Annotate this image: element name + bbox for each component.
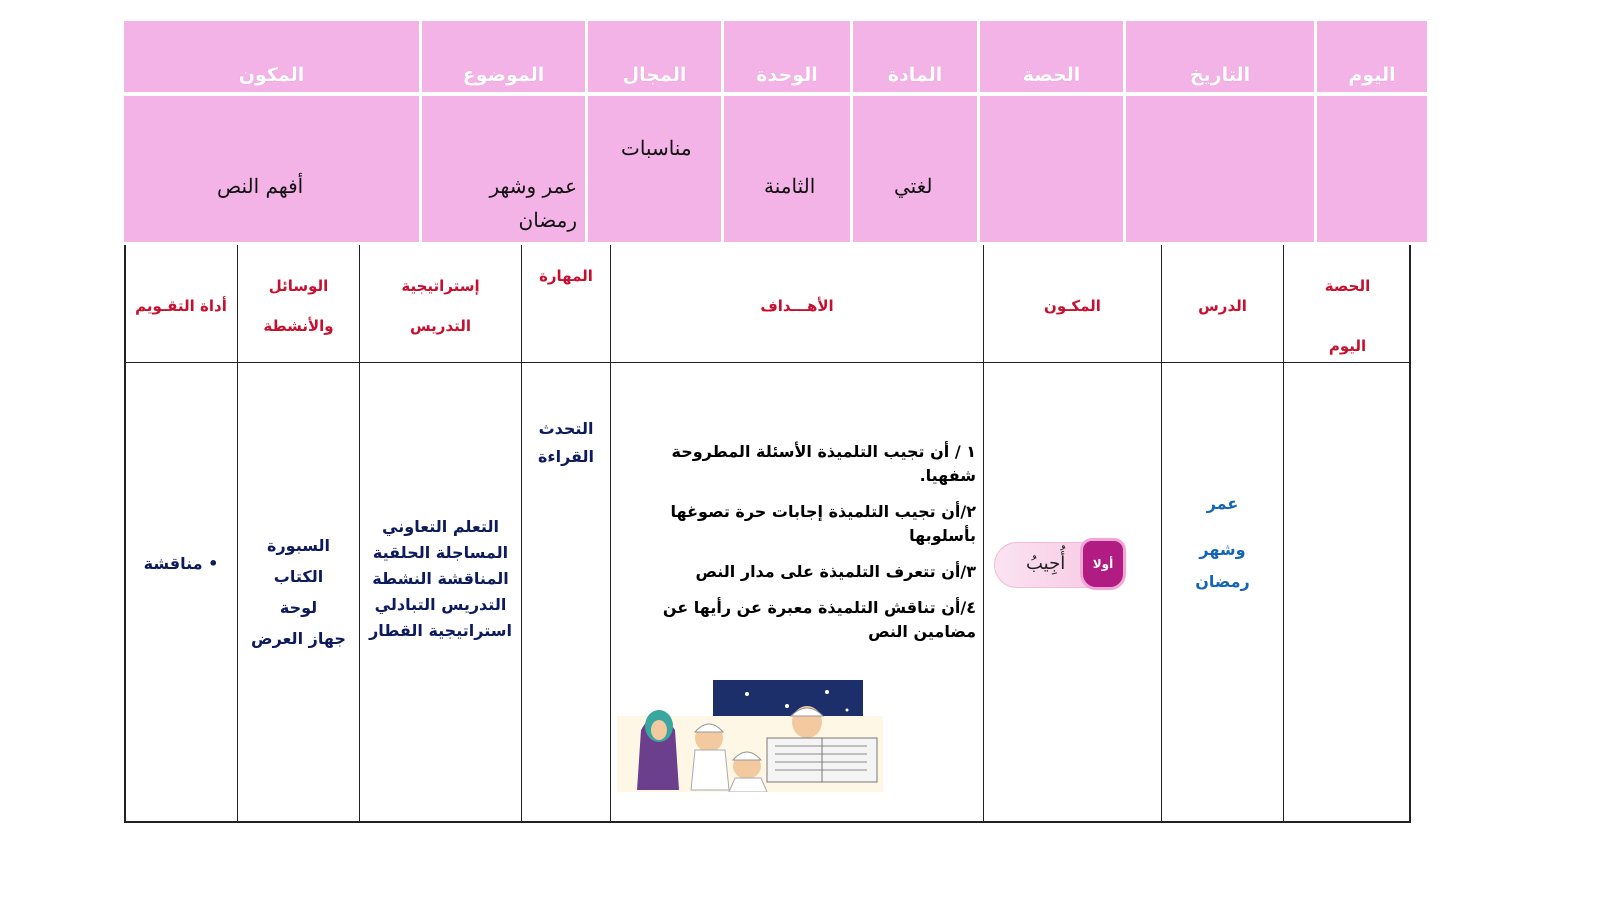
- value-domain: [588, 96, 721, 242]
- header-date: [1126, 21, 1314, 92]
- goals-list: [650, 440, 976, 644]
- value-subject: [853, 96, 977, 242]
- plan-header-component: المكـون: [1044, 297, 1101, 315]
- badge-tag-icon: [1080, 538, 1126, 590]
- value-subject-text: لغتي: [894, 174, 933, 198]
- header-unit: [724, 21, 850, 92]
- badge-label: أُجِيبُ: [1026, 553, 1066, 574]
- skills-list: [522, 415, 610, 471]
- plan-header-divider: [124, 362, 1411, 363]
- header-component-label: المكون: [238, 64, 305, 86]
- value-unit-text: الثامنة: [764, 174, 816, 198]
- header-day: [1317, 21, 1427, 92]
- header-period: [980, 21, 1123, 92]
- tools-list: [238, 530, 359, 654]
- value-period: [980, 96, 1123, 242]
- badge-tag: أولا: [1092, 557, 1114, 571]
- value-component: [124, 96, 419, 242]
- goal-item: ١ / أن تجيب التلميذة الأسئلة المطروحة شفهيا.: [671, 442, 976, 485]
- skill-item: القراءة: [537, 447, 595, 466]
- header-component: [124, 21, 419, 92]
- goal-item: ٣/أن تتعرف التلميذة على مدار النص: [695, 562, 976, 581]
- strategy-item: استراتيجية القطار: [369, 621, 512, 640]
- tool-item: جهاز العرض: [251, 629, 346, 648]
- component-badge: [994, 536, 1136, 594]
- strategy-item: التعلم التعاوني: [382, 517, 499, 536]
- plan-header-tools-line2: والأنشطة: [263, 317, 334, 335]
- header-date-label: التاريخ: [1189, 64, 1251, 86]
- strategy-item: التدريس التبادلي: [374, 595, 507, 614]
- strategy-item: المساجلة الحلقية: [372, 543, 509, 562]
- strategy-item: المناقشة النشطة: [372, 569, 509, 588]
- header-topic: [422, 21, 585, 92]
- plan-header-strategy: [360, 266, 521, 346]
- assessment-value: • مناقشة: [143, 554, 219, 573]
- plan-header-period-day: [1284, 256, 1411, 376]
- col-divider: [610, 245, 611, 823]
- header-topic-label: الموضوع: [462, 64, 545, 86]
- plan-header-assessment: أداة التقـويم: [135, 297, 227, 315]
- skill-item: التحدث: [538, 419, 594, 438]
- plan-header-strategy-line1: إستراتيجية: [401, 277, 480, 295]
- plan-header-period: الحصة: [1324, 277, 1371, 295]
- lesson-name: [1162, 488, 1283, 598]
- plan-header-strategy-line2: التدريس: [409, 317, 472, 335]
- plan-header-goals: الأهـــداف: [760, 297, 834, 315]
- header-domain-label: المجال: [622, 64, 687, 86]
- value-day: [1317, 96, 1427, 242]
- value-domain-text: مناسبات: [621, 136, 692, 160]
- plan-header-tools: [238, 266, 359, 346]
- header-period-label: الحصة: [1022, 64, 1081, 86]
- col-divider: [521, 245, 522, 823]
- plan-header-day: اليوم: [1328, 337, 1367, 355]
- tool-item: السبورة: [267, 536, 330, 555]
- plan-header-skill: المهارة: [539, 267, 593, 285]
- header-subject: [853, 21, 977, 92]
- lesson-line: وشهر: [1199, 540, 1246, 559]
- goal-item: ٤/أن تناقش التلميذة معبرة عن رأيها عن مضامين النص: [662, 598, 976, 641]
- strategies-list: [360, 514, 521, 644]
- col-divider: [983, 245, 984, 823]
- header-domain: [588, 21, 721, 92]
- value-topic: [422, 96, 585, 242]
- plan-header-lesson: الدرس: [1198, 297, 1247, 315]
- tool-item: الكتاب: [273, 567, 324, 586]
- plan-header-tools-line1: الوسائل: [268, 277, 329, 295]
- family-reading-illustration: [617, 680, 883, 792]
- value-component-text: أفهم النص: [217, 174, 304, 198]
- value-topic-line2: رمضان: [518, 208, 577, 232]
- value-date: [1126, 96, 1314, 242]
- lesson-line: عمر: [1206, 494, 1239, 513]
- lesson-line: رمضان: [1195, 572, 1250, 591]
- header-day-label: اليوم: [1348, 64, 1396, 86]
- tool-item: لوحة: [279, 598, 318, 617]
- value-unit: [724, 96, 850, 242]
- header-subject-label: المادة: [887, 64, 943, 86]
- goal-item: ٢/أن تجيب التلميذة إجابات حرة تصوغها بأسلوبها: [670, 502, 976, 545]
- header-unit-label: الوحدة: [756, 64, 818, 86]
- value-topic-line1: عمر وشهر: [489, 174, 577, 198]
